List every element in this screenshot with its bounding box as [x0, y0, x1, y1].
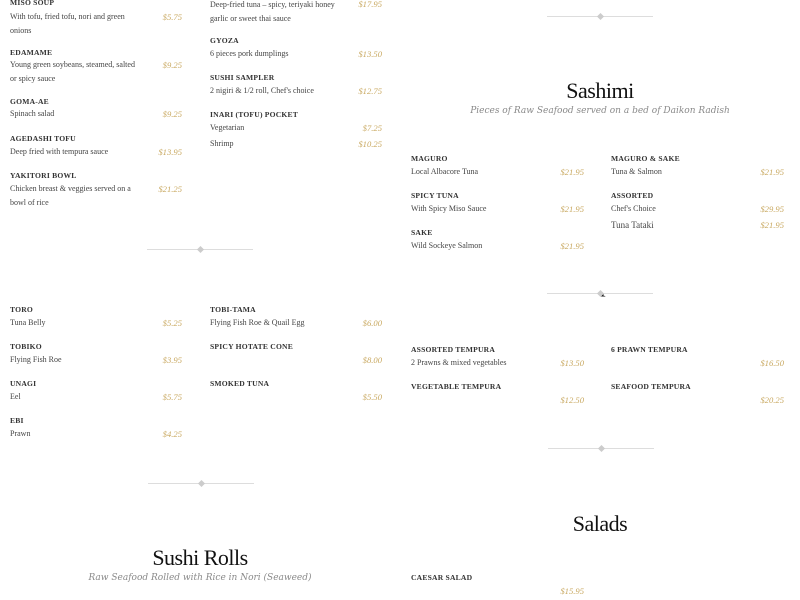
item-price: $13.50: [560, 358, 584, 368]
section-divider: [547, 293, 653, 294]
diamond-icon: [197, 480, 204, 487]
item-name: GYOZA: [210, 36, 239, 45]
item-name: SMOKED TUNA: [210, 379, 270, 388]
item-desc: 6 pieces pork dumplings: [210, 49, 289, 58]
item-name: MAGURO: [411, 154, 448, 163]
item-desc: Flying Fish Roe: [10, 355, 62, 364]
item-price: $5.25: [162, 318, 182, 328]
item-desc: Chef's Choice: [611, 204, 656, 213]
item-price: $20.25: [760, 395, 784, 405]
item-name: VEGETABLE TEMPURA: [411, 382, 502, 391]
section-title: Sashimi: [566, 78, 634, 103]
item-desc: Flying Fish Roe & Quail Egg: [210, 318, 305, 327]
item-name: ASSORTED TEMPURA: [411, 345, 496, 354]
item-desc: Wild Sockeye Salmon: [411, 241, 483, 250]
item-price: $13.50: [358, 49, 382, 59]
diamond-icon: [196, 246, 203, 253]
item-name: EDAMAME: [10, 48, 53, 57]
item-desc: Tuna & Salmon: [611, 167, 662, 176]
diamond-icon: [596, 13, 603, 20]
item-price: $16.50: [760, 358, 784, 368]
item-name: TORO: [10, 305, 34, 314]
item-price: $29.95: [760, 204, 784, 214]
item-name: UNAGI: [10, 379, 37, 388]
item-price: $13.95: [158, 147, 182, 157]
item-price: $10.25: [358, 139, 382, 149]
item-desc: With tofu, fried tofu, nori and green onions: [10, 12, 125, 35]
section-divider: [148, 483, 254, 484]
item-desc: Spinach salad: [10, 109, 55, 118]
section-divider: [548, 448, 654, 449]
item-price: $9.25: [162, 60, 182, 70]
item-desc: Deep fried with tempura sauce: [10, 147, 109, 156]
item-desc: Young green soybeans, steamed, salted or spicy sauce: [10, 60, 135, 83]
item-desc: Tuna Tataki: [611, 220, 654, 230]
item-desc: Prawn: [10, 429, 31, 438]
item-desc: 2 nigiri & 1/2 roll, Chef's choice: [210, 86, 314, 95]
item-price: $21.95: [560, 241, 584, 251]
item-price: $3.95: [162, 355, 182, 365]
item-price: $12.75: [358, 86, 382, 96]
item-name: TOBIKO: [10, 342, 42, 351]
item-name: SEAFOOD TEMPURA: [611, 382, 691, 391]
item-desc: Tuna Belly: [10, 318, 46, 327]
item-desc: Shrimp: [210, 139, 234, 148]
item-name: CAESAR SALAD: [411, 573, 473, 582]
section-divider: [547, 16, 653, 17]
item-price: $7.25: [362, 123, 382, 133]
item-name: AGEDASHI TOFU: [10, 134, 76, 143]
item-price: $15.95: [560, 586, 584, 596]
item-price: $21.95: [760, 167, 784, 177]
item-desc: Deep-fried tuna – spicy, teriyaki honey garlic or sweet thai sauce: [210, 0, 335, 23]
item-price: $8.00: [362, 355, 382, 365]
item-desc: Eel: [10, 392, 21, 401]
item-desc: Chicken breast & veggies served on a bowl of rice: [10, 184, 131, 207]
item-price: $17.95: [358, 0, 382, 9]
item-desc: Vegetarian: [210, 123, 245, 132]
item-price: $12.50: [560, 395, 584, 405]
item-price: $21.95: [560, 167, 584, 177]
item-name: GOMA-AE: [10, 97, 49, 106]
item-name: TOBI-TAMA: [210, 305, 256, 314]
item-desc: Local Albacore Tuna: [411, 167, 479, 176]
item-name: EBI: [10, 416, 24, 425]
item-name: SPICY HOTATE CONE: [210, 342, 294, 351]
item-price: $4.25: [162, 429, 182, 439]
item-name: MAGURO & SAKE: [611, 154, 680, 163]
item-price: $6.00: [362, 318, 382, 328]
item-desc: With Spicy Miso Sauce: [411, 204, 487, 213]
section-title: Salads: [572, 511, 628, 536]
section-divider: [147, 249, 253, 250]
item-name: SPICY TUNA: [411, 191, 459, 200]
item-price: $5.50: [362, 392, 382, 402]
item-name: YAKITORI BOWL: [10, 171, 77, 180]
item-price: $21.95: [760, 220, 784, 230]
item-price: $5.75: [162, 12, 182, 22]
section-title: Sushi Rolls: [152, 545, 248, 570]
item-name: ASSORTED: [611, 191, 654, 200]
item-price: $21.25: [158, 184, 182, 194]
section-subtitle: Pieces of Raw Seafood served on a bed of Daikon Radish: [470, 106, 730, 116]
item-price: $5.75: [162, 392, 182, 402]
item-name: SAKE: [411, 228, 433, 237]
item-price: $21.95: [560, 204, 584, 214]
section-subtitle: Raw Seafood Rolled with Rice in Nori (Seaweed): [88, 573, 312, 583]
diamond-icon: [597, 445, 604, 452]
item-price: $9.25: [162, 109, 182, 119]
item-name: INARI (TOFU) POCKET: [210, 110, 299, 119]
item-desc: 2 Prawns & mixed vegetables: [411, 358, 507, 367]
item-name: 6 PRAWN TEMPURA: [611, 345, 688, 354]
item-name: SUSHI SAMPLER: [210, 73, 275, 82]
item-name: MISO SOUP: [10, 0, 55, 7]
